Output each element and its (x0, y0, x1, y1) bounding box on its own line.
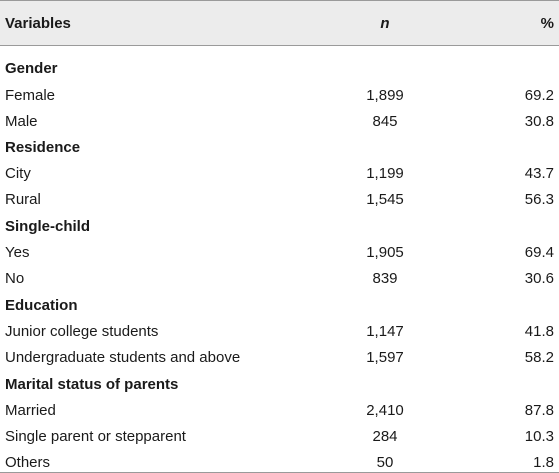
row-n: 284 (372, 428, 398, 445)
table-header (0, 0, 559, 46)
group-label: Gender (5, 60, 58, 77)
row-label: Others (5, 454, 51, 471)
group-label: Residence (5, 139, 81, 156)
row-label: Single parent or stepparent (5, 428, 186, 445)
row-percent: 56.3 (524, 191, 554, 208)
row-label: Rural (5, 191, 41, 208)
row-percent: 30.8 (524, 113, 554, 130)
row-percent: 41.8 (524, 323, 554, 340)
row-percent: 69.2 (524, 87, 554, 104)
row-percent: 1.8 (533, 454, 554, 471)
row-label: Undergraduate students and above (5, 349, 241, 366)
header-n: n (380, 15, 390, 32)
row-percent: 43.7 (524, 165, 554, 182)
row-n: 1,905 (366, 244, 404, 261)
group-label: Marital status of parents (5, 376, 179, 393)
row-n: 1,899 (366, 87, 404, 104)
group-label: Education (5, 297, 78, 314)
row-n: 1,147 (366, 323, 404, 340)
row-label: City (5, 165, 31, 182)
row-label: Male (5, 113, 38, 130)
row-n: 50 (376, 454, 394, 471)
row-label: No (5, 270, 25, 287)
row-percent: 87.8 (524, 402, 554, 419)
row-label: Female (5, 87, 56, 104)
row-label: Junior college students (5, 323, 159, 340)
row-n: 2,410 (366, 402, 404, 419)
row-n: 1,199 (366, 165, 404, 182)
row-percent: 30.6 (524, 270, 554, 287)
row-n: 1,545 (366, 191, 404, 208)
row-label: Yes (5, 244, 30, 261)
row-n: 839 (372, 270, 398, 287)
header-variables: Variables (5, 15, 71, 32)
row-n: 845 (372, 113, 398, 130)
row-percent: 69.4 (524, 244, 554, 261)
group-label: Single-child (5, 218, 91, 235)
row-n: 1,597 (366, 349, 404, 366)
row-label: Married (5, 402, 56, 419)
row-percent: 10.3 (524, 428, 554, 445)
header-percent: % (540, 15, 554, 32)
row-percent: 58.2 (524, 349, 554, 366)
